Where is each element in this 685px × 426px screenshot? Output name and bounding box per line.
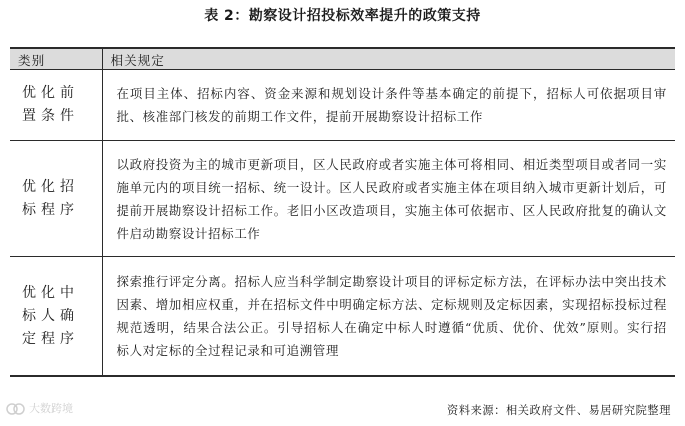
watermark-text: 大数跨境 <box>29 402 73 415</box>
watermark-logo-icon <box>6 402 26 416</box>
table-row <box>10 257 675 377</box>
category-cell: 优化中标人确定程序 <box>10 257 102 377</box>
regulation-cell: 在项目主体、招标内容、资金来源和规划设计条件等基本确定的前提下，招标人可依据项目审批、核准部门核发的前期工作文件，提前开展勘察设计招标工作 <box>102 70 675 141</box>
table-row <box>10 141 675 257</box>
category-cell: 优化前置条件 <box>10 70 102 141</box>
header-regulation: 相关规定 <box>102 48 675 70</box>
regulation-cell: 以政府投资为主的城市更新项目，区人民政府或者实施主体可将相同、相近类型项目或者同一实施单元内的项目统一招标、统一设计。区人民政府或者实施主体在项目纳入城市更新计划后，可提前开展勘察设计招标工作。老旧小区改造项目，实施主体可依据市、区人民政府批复的确认文件启动勘察设计招标工作 <box>102 141 675 257</box>
table-row <box>10 70 675 141</box>
watermark <box>6 401 73 417</box>
source-note: 资料来源：相关政府文件、易居研究院整理 <box>447 404 671 417</box>
policy-table <box>10 47 675 377</box>
header-category: 类别 <box>10 48 102 70</box>
regulation-cell: 探索推行评定分离。招标人应当科学制定勘察设计项目的评标定标方法，在评标办法中突出技术因素、增加相应权重，并在招标文件中明确定标方法、定标规则及定标因素，实现招标投标过程规范透明，结果合法公正。引导招标人在确定中标人时遵循“优质、优价、优效”原则。实行招标人对定标的全过程记录和可追溯管理 <box>102 257 675 377</box>
category-cell: 优化招标程序 <box>10 141 102 257</box>
table-title: 表 2：勘察设计招投标效率提升的政策支持 <box>204 8 481 24</box>
table-header-row <box>10 48 675 70</box>
